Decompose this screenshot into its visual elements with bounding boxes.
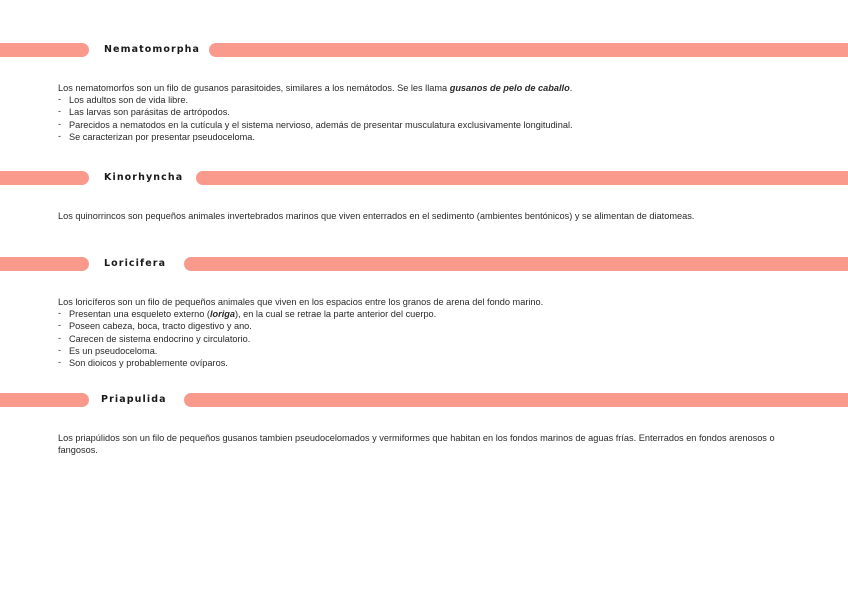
list-item: - Es un pseudoceloma. bbox=[58, 345, 778, 357]
section-title: Loricifera bbox=[104, 258, 167, 269]
section-header bbox=[0, 257, 848, 271]
list-item: - Son dioicos y probablemente ovíparos. bbox=[58, 357, 778, 369]
list-item bbox=[58, 308, 778, 320]
emphasis-text: gusanos de pelo de caballo bbox=[449, 83, 570, 93]
section-body-loricifera bbox=[58, 296, 778, 369]
section-kinorhyncha bbox=[0, 171, 848, 185]
header-bar-right bbox=[196, 171, 848, 185]
intro-paragraph bbox=[58, 82, 778, 94]
header-bar-left bbox=[0, 43, 89, 57]
header-bar-left bbox=[0, 257, 89, 271]
item-text-end: ), en la cual se retrae la parte anterior del cuerpo. bbox=[235, 309, 437, 320]
intro-text-end: . bbox=[569, 83, 573, 93]
list-item: - Parecidos a nematodos en la cutícula y el sistema nervioso, además de presentar musculatura exclusivamente longitudinal. bbox=[58, 119, 778, 131]
section-priapulida bbox=[0, 393, 848, 407]
header-bar-right bbox=[209, 43, 848, 57]
section-body-priapulida bbox=[58, 432, 778, 456]
section-body-kinorhyncha bbox=[58, 210, 778, 222]
emphasis-text: loriga bbox=[209, 309, 235, 320]
list-item: - Las larvas son parásitas de artrópodos. bbox=[58, 106, 778, 118]
section-header bbox=[0, 43, 848, 57]
section-header bbox=[0, 393, 848, 407]
intro-text: Los nematomorfos son un filo de gusanos parasitoides, similares a los nemátodos. Se les llama bbox=[58, 83, 450, 93]
header-bar-right bbox=[184, 393, 848, 407]
section-header bbox=[0, 171, 848, 185]
intro-paragraph: Los loricíferos son un filo de pequeños animales que viven en los espacios entre los granos de arena del fondo marino. bbox=[58, 297, 544, 307]
header-bar-left bbox=[0, 393, 89, 407]
section-loricifera bbox=[0, 257, 848, 271]
bullet-list bbox=[58, 308, 778, 369]
header-bar-left bbox=[0, 171, 89, 185]
bullet-list bbox=[58, 94, 778, 143]
section-nematomorpha bbox=[0, 43, 848, 57]
item-text: Presentan una esqueleto externo ( bbox=[69, 309, 210, 320]
section-title: Nematomorpha bbox=[104, 44, 201, 55]
list-item: - Poseen cabeza, boca, tracto digestivo y ano. bbox=[58, 320, 778, 332]
list-item: - Carecen de sistema endocrino y circulatorio. bbox=[58, 333, 778, 345]
header-bar-right bbox=[184, 257, 848, 271]
section-title: Kinorhyncha bbox=[104, 172, 184, 183]
section-title: Priapulida bbox=[101, 394, 167, 405]
list-item: - Se caracterizan por presentar pseudoceloma. bbox=[58, 131, 778, 143]
intro-paragraph: Los quinorrincos son pequeños animales invertebrados marinos que viven enterrados en el sedimento (ambientes bentónicos) y se alimentan de diatomeas. bbox=[58, 211, 695, 221]
section-body-nematomorpha bbox=[58, 82, 778, 143]
list-item: - Los adultos son de vida libre. bbox=[58, 94, 778, 106]
intro-paragraph: Los priapúlidos son un filo de pequeños gusanos tambien pseudocelomados y vermiformes que habitan en los fondos marinos de aguas frías. Enterrados en fondos arenosos o fangosos. bbox=[58, 433, 775, 456]
